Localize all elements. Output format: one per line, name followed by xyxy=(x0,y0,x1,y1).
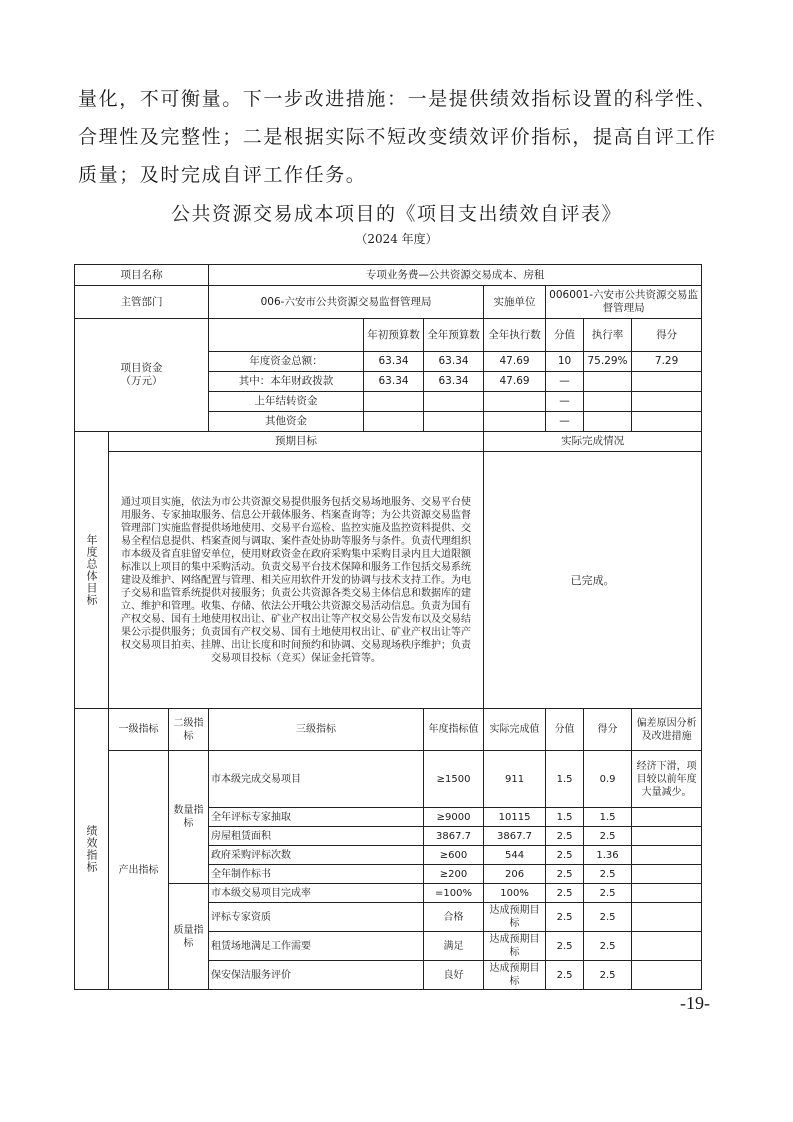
funds-row-score: 7.29 xyxy=(632,352,702,372)
indicator-score: 2.5 xyxy=(584,865,632,884)
funds-row-executed: 47.69 xyxy=(484,372,546,392)
perf-header-level2: 二级指标 xyxy=(169,709,209,751)
indicator-note: 经济下滑，项目较以前年度大量减少。 xyxy=(632,751,702,808)
indicator-score: 2.5 xyxy=(584,827,632,846)
indicator-actual: 达成预期目标 xyxy=(484,961,546,990)
indicator-actual: 544 xyxy=(484,846,546,865)
indicator-score: 2.5 xyxy=(584,884,632,903)
indicator-target: ≥200 xyxy=(424,865,484,884)
funds-row-annual: 63.34 xyxy=(424,352,484,372)
indicator-name: 保安保洁服务评价 xyxy=(209,961,424,990)
indicator-name: 房屋租赁面积 xyxy=(209,827,424,846)
indicator-target: =100% xyxy=(424,884,484,903)
unit-value: 006001-六安市公共资源交易监督管理局 xyxy=(546,286,702,319)
indicator-score-full: 2.5 xyxy=(546,865,584,884)
funds-row-rate xyxy=(584,372,632,392)
funds-row-executed: 47.69 xyxy=(484,352,546,372)
indicator-note xyxy=(632,932,702,961)
goals-label: 年度总体目标 xyxy=(75,432,109,709)
perf-label: 绩效指标 xyxy=(75,709,109,990)
funds-row-initial xyxy=(364,392,424,412)
perf-header-deviation: 偏差原因分析及改进措施 xyxy=(632,709,702,751)
funds-row-label: 其他资金 xyxy=(209,412,364,432)
indicator-actual: 100% xyxy=(484,884,546,903)
indicator-score-full: 2.5 xyxy=(546,961,584,990)
funds-header-initial: 年初预算数 xyxy=(364,319,424,352)
indicator-target: ≥9000 xyxy=(424,808,484,827)
performance-table xyxy=(74,264,702,990)
indicator-score: 1.5 xyxy=(584,808,632,827)
funds-row-initial xyxy=(364,412,424,432)
indicator-note xyxy=(632,808,702,827)
dept-value: 006-六安市公共资源交易监督管理局 xyxy=(209,286,484,319)
expected-goals-text: 通过项目实施，依法为市公共资源交易提供服务包括交易场地服务、交易平台使用服务、专家抽取服务、信息公开载体服务、档案查询等；为公共资源交易监督管理部门实施监督提供场地使用、交易平台巡检、监控实施及监控资料提供、交易全程信息提供、档案查阅与调取、案件查处协助等服务与条件。负责代理组织市本级及省直驻留安单位，使用财政资金在政府采购集中采购目录内且大道限额标准以上项目的集中采购活动。负责交易平台技术保障和服务工作包括交易系统建设及维护、网络配置与管理、相关应用软件开发的协调与技术支持工作。为电子交易和监管系统提供对接服务；负责公共资源各类交易主体信息和数据库的建立、维护和管理。收集、存储、依法公开哦公共资源交易活动信息。负责为国有产权交易、国有土地使用权出让、矿业产权出让等产权交易公告发布以及交易结果公示提供服务；负责国有产权交易、国有土地使用权出让、矿业产权出让等产权交易项目拍卖、挂牌、出让长度和时间预约和协调、交易现场秩序维护；负责交易项目投标（竞买）保证金托管等。 xyxy=(109,452,484,709)
funds-header-executed: 全年执行数 xyxy=(484,319,546,352)
indicator-note xyxy=(632,846,702,865)
funds-row-score xyxy=(632,392,702,412)
perf-header-level1: 一级指标 xyxy=(109,709,169,751)
funds-row-label: 上年结转资金 xyxy=(209,392,364,412)
indicator-target: 3867.7 xyxy=(424,827,484,846)
page-number: -19- xyxy=(680,993,710,1013)
perf-header-actual: 实际完成值 xyxy=(484,709,546,751)
indicator-target: 良好 xyxy=(424,961,484,990)
indicator-actual: 911 xyxy=(484,751,546,808)
funds-header-score: 得分 xyxy=(632,319,702,352)
dept-label: 主管部门 xyxy=(75,286,209,319)
indicator-name: 全年评标专家抽取 xyxy=(209,808,424,827)
indicator-name: 市本级交易项目完成率 xyxy=(209,884,424,903)
funds-row-score-full: — xyxy=(546,372,584,392)
funds-header-blank xyxy=(209,319,364,352)
intro-paragraph: 量化，不可衡量。下一步改进措施：一是提供绩效指标设置的科学性、合理性及完整性；二是根据实际不短改变绩效评价指标，提高自评工作质量；及时完成自评工作任务。 xyxy=(78,88,717,186)
indicator-name: 市本级完成交易项目 xyxy=(209,751,424,808)
funds-header-annual: 全年预算数 xyxy=(424,319,484,352)
indicator-score: 2.5 xyxy=(584,932,632,961)
indicator-score-full: 2.5 xyxy=(546,846,584,865)
funds-row-label: 年度资金总额： xyxy=(209,352,364,372)
funds-row-rate xyxy=(584,412,632,432)
indicator-score: 2.5 xyxy=(584,903,632,932)
indicator-note xyxy=(632,961,702,990)
actual-completion-text: 已完成。 xyxy=(484,452,702,709)
indicator-score-full: 1.5 xyxy=(546,751,584,808)
expected-goals-header: 预期目标 xyxy=(109,432,484,452)
indicator-name: 租赁场地满足工作需要 xyxy=(209,932,424,961)
funds-row-initial: 63.34 xyxy=(364,372,424,392)
funds-row-annual xyxy=(424,392,484,412)
perf-header-level3: 三级指标 xyxy=(209,709,424,751)
project-name-label: 项目名称 xyxy=(75,265,209,286)
perf-header-score-full: 分值 xyxy=(546,709,584,751)
indicator-target: ≥1500 xyxy=(424,751,484,808)
indicator-note xyxy=(632,903,702,932)
indicator-score-full: 2.5 xyxy=(546,884,584,903)
indicator-target: ≥600 xyxy=(424,846,484,865)
funds-row-annual xyxy=(424,412,484,432)
indicator-note xyxy=(632,865,702,884)
funds-row-label: 其中：本年财政拨款 xyxy=(209,372,364,392)
indicator-note xyxy=(632,884,702,903)
indicator-score: 1.36 xyxy=(584,846,632,865)
indicator-name: 政府采购评标次数 xyxy=(209,846,424,865)
funds-header-rate: 执行率 xyxy=(584,319,632,352)
indicator-name: 评标专家资质 xyxy=(209,903,424,932)
indicator-target: 满足 xyxy=(424,932,484,961)
indicator-actual: 达成预期目标 xyxy=(484,932,546,961)
indicator-name: 全年制作标书 xyxy=(209,865,424,884)
indicator-actual: 206 xyxy=(484,865,546,884)
funds-row-score xyxy=(632,372,702,392)
project-name-value: 专项业务费—公共资源交易成本、房租 xyxy=(209,265,702,286)
indicator-score-full: 2.5 xyxy=(546,903,584,932)
indicator-score: 2.5 xyxy=(584,961,632,990)
indicator-actual: 达成预期目标 xyxy=(484,903,546,932)
indicator-actual: 10115 xyxy=(484,808,546,827)
table-title: 公共资源交易成本项目的《项目支出绩效自评表》 xyxy=(170,203,622,225)
funds-row-rate: 75.29% xyxy=(584,352,632,372)
funds-row-score-full: 10 xyxy=(546,352,584,372)
indicator-score-full: 2.5 xyxy=(546,932,584,961)
funds-row-annual: 63.34 xyxy=(424,372,484,392)
actual-completion-header: 实际完成情况 xyxy=(484,432,702,452)
funds-row-executed xyxy=(484,412,546,432)
funds-row-rate xyxy=(584,392,632,412)
funds-row-initial: 63.34 xyxy=(364,352,424,372)
indicator-note xyxy=(632,827,702,846)
perf-header-target: 年度指标值 xyxy=(424,709,484,751)
indicator-actual: 3867.7 xyxy=(484,827,546,846)
indicator-target: 合格 xyxy=(424,903,484,932)
quantity-indicator-label: 数量指标 xyxy=(169,751,209,884)
quality-indicator-label: 质量指标 xyxy=(169,884,209,990)
quality-row xyxy=(75,884,702,903)
table-year: （2024 年度） xyxy=(355,232,438,246)
funds-row-score-full: — xyxy=(546,392,584,412)
indicator-score: 0.9 xyxy=(584,751,632,808)
output-indicator-label: 产出指标 xyxy=(109,751,169,990)
funds-row-executed xyxy=(484,392,546,412)
funds-row-score-full: — xyxy=(546,412,584,432)
perf-header-score: 得分 xyxy=(584,709,632,751)
funds-label: 项目资金 （万元） xyxy=(75,319,209,432)
indicator-score-full: 2.5 xyxy=(546,827,584,846)
funds-header-score-full: 分值 xyxy=(546,319,584,352)
unit-label: 实施单位 xyxy=(484,286,546,319)
quantity-row xyxy=(75,751,702,808)
indicator-score-full: 1.5 xyxy=(546,808,584,827)
funds-row-score xyxy=(632,412,702,432)
